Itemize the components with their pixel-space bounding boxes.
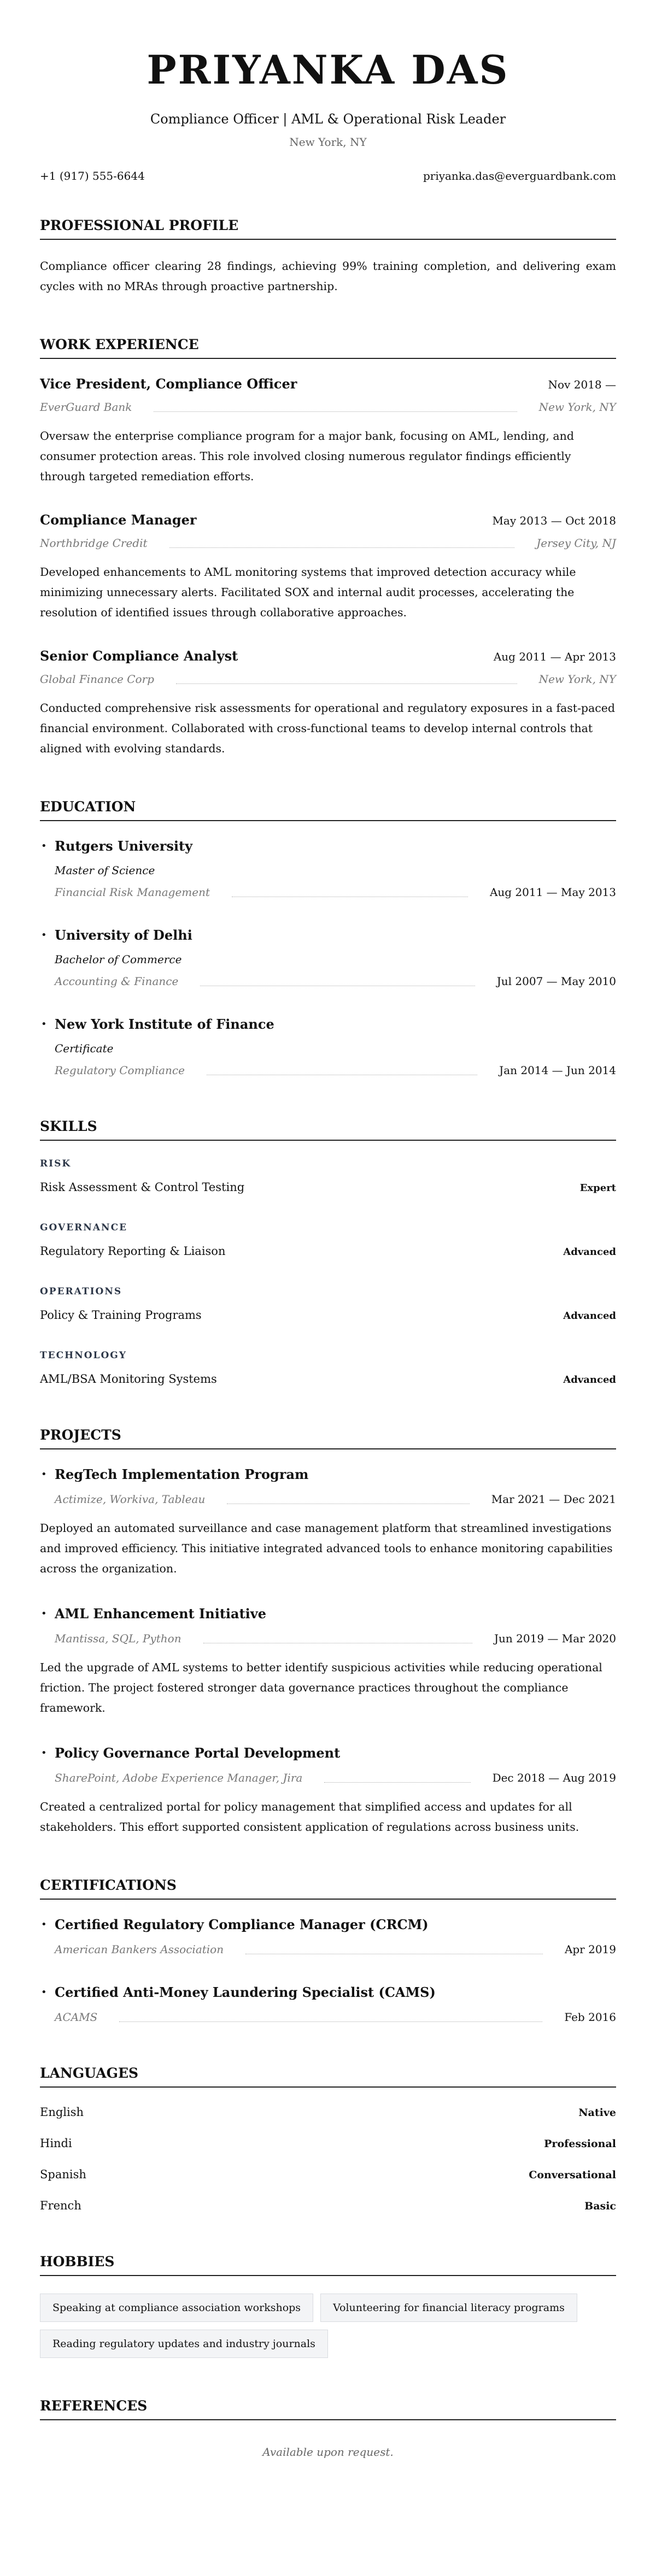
hobby-chip: Reading regulatory updates and industry journals bbox=[40, 2330, 328, 2358]
hobby-chip: Volunteering for financial literacy programs bbox=[320, 2294, 577, 2322]
section-hobbies bbox=[40, 2253, 616, 2358]
meta-row bbox=[40, 1770, 616, 1786]
company-name: EverGuard Bank bbox=[40, 400, 132, 414]
skill-category: OPERATIONS bbox=[40, 1286, 122, 1297]
school-name: Rutgers University bbox=[55, 838, 193, 854]
certification-name: Certified Anti-Money Laundering Specialist (CAMS) bbox=[55, 1984, 436, 2000]
meta-row bbox=[55, 973, 616, 989]
language-row bbox=[40, 2197, 616, 2214]
candidate-location: New York, NY bbox=[289, 135, 367, 149]
skill-row bbox=[40, 1179, 616, 1195]
skill-group bbox=[40, 1221, 616, 1259]
degree: Certificate bbox=[55, 1042, 114, 1055]
bullet-icon: • bbox=[41, 1018, 47, 1030]
certification-issuer: ACAMS bbox=[55, 2011, 98, 2024]
meta-row bbox=[40, 535, 616, 551]
education-dates: Aug 2011 — May 2013 bbox=[489, 886, 616, 899]
item-heading bbox=[40, 1016, 616, 1033]
email-link[interactable]: priyanka.das@everguardbank.com bbox=[423, 169, 616, 182]
education-entry bbox=[40, 927, 616, 989]
job-location: Jersey City, NJ bbox=[536, 537, 616, 550]
job-dates: May 2013 — Oct 2018 bbox=[492, 514, 616, 527]
project-tech: SharePoint, Adobe Experience Manager, Jira bbox=[55, 1771, 303, 1784]
language-row bbox=[40, 2166, 616, 2183]
job-title: Vice President, Compliance Officer bbox=[40, 376, 297, 392]
job-heading bbox=[40, 511, 616, 529]
section-projects bbox=[40, 1426, 616, 1837]
hobby-chip: Speaking at compliance association workshops bbox=[40, 2294, 313, 2322]
language-level: Professional bbox=[544, 2138, 616, 2150]
project-entry bbox=[40, 1466, 616, 1579]
section-skills bbox=[40, 1118, 616, 1387]
education-entry bbox=[40, 1016, 616, 1078]
meta-row bbox=[40, 1491, 616, 1507]
job-heading bbox=[40, 375, 616, 393]
skill-group bbox=[40, 1157, 616, 1195]
candidate-headline: Compliance Officer | AML & Operational Risk Leader bbox=[150, 111, 506, 127]
certification-date: Feb 2016 bbox=[564, 2011, 616, 2024]
meta-row bbox=[40, 1630, 616, 1647]
job-description: Oversaw the enterprise compliance program for a major bank, focusing on AML, lending, and consumer protection areas. This role involved closing numerous regulator findings efficiently through targeted remediation efforts. bbox=[40, 429, 574, 483]
bullet-icon: • bbox=[41, 1986, 47, 1998]
field-of-study: Financial Risk Management bbox=[55, 886, 210, 899]
project-name: AML Enhancement Initiative bbox=[55, 1606, 267, 1622]
section-references bbox=[40, 2397, 616, 2460]
project-dates: Jun 2019 — Mar 2020 bbox=[494, 1632, 616, 1645]
education-entry bbox=[40, 838, 616, 900]
item-heading bbox=[40, 1466, 616, 1483]
project-name: RegTech Implementation Program bbox=[55, 1466, 309, 1482]
header bbox=[40, 46, 616, 184]
skill-row bbox=[40, 1307, 616, 1323]
meta-row bbox=[40, 2009, 616, 2025]
field-of-study: Regulatory Compliance bbox=[55, 1064, 185, 1077]
education-details bbox=[40, 952, 616, 989]
project-entry bbox=[40, 1744, 616, 1837]
language-name: French bbox=[40, 2199, 81, 2212]
bullet-icon: • bbox=[41, 1469, 47, 1480]
dotted-leader bbox=[176, 683, 517, 684]
language-level: Conversational bbox=[529, 2169, 616, 2181]
skill-name: Regulatory Reporting & Liaison bbox=[40, 1245, 226, 1258]
section-languages bbox=[40, 2065, 616, 2214]
bullet-icon: • bbox=[41, 1747, 47, 1759]
skill-level: Advanced bbox=[563, 1310, 616, 1322]
profile-summary: Compliance officer clearing 28 findings, achieving 99% training completion, and delivering exam cycles with no MRAs through proactive partnership. bbox=[40, 260, 616, 293]
field-of-study: Accounting & Finance bbox=[55, 975, 179, 988]
certification-date: Apr 2019 bbox=[564, 1943, 616, 1956]
skill-group bbox=[40, 1349, 616, 1387]
job-description: Developed enhancements to AML monitoring systems that improved detection accuracy while minimizing unnecessary alerts. Facilitated SOX and internal audit processes, accelerating the resolution of identified issues through collaborative approaches. bbox=[40, 565, 576, 619]
dotted-leader bbox=[324, 1782, 470, 1783]
education-dates: Jan 2014 — Jun 2014 bbox=[499, 1064, 616, 1077]
project-name: Policy Governance Portal Development bbox=[55, 1745, 341, 1761]
project-description: Led the upgrade of AML systems to better identify suspicious activities while reducing operational friction. The project fostered stronger data governance practices throughout the compliance framework. bbox=[40, 1661, 602, 1714]
skill-category: RISK bbox=[40, 1158, 72, 1169]
project-dates: Dec 2018 — Aug 2019 bbox=[492, 1771, 616, 1784]
skill-row bbox=[40, 1371, 616, 1387]
skill-level: Expert bbox=[579, 1182, 616, 1194]
school-name: New York Institute of Finance bbox=[55, 1016, 274, 1032]
language-name: Hindi bbox=[40, 2137, 72, 2150]
dotted-leader bbox=[119, 2021, 542, 2022]
meta-row bbox=[40, 671, 616, 687]
language-level: Basic bbox=[584, 2200, 616, 2212]
candidate-name: PRIYANKA DAS bbox=[147, 46, 509, 93]
meta-row bbox=[40, 1941, 616, 1958]
job-location: New York, NY bbox=[538, 400, 616, 414]
language-name: Spanish bbox=[40, 2168, 86, 2181]
section-education bbox=[40, 798, 616, 1078]
job-dates: Nov 2018 — bbox=[548, 378, 616, 391]
education-details bbox=[40, 1041, 616, 1078]
certification-name: Certified Regulatory Compliance Manager (CRCM) bbox=[55, 1917, 429, 1932]
project-dates: Mar 2021 — Dec 2021 bbox=[491, 1493, 616, 1506]
language-level: Native bbox=[578, 2107, 616, 2119]
item-heading bbox=[40, 927, 616, 944]
skill-category: TECHNOLOGY bbox=[40, 1350, 127, 1361]
certification-issuer: American Bankers Association bbox=[55, 1943, 224, 1956]
project-entry bbox=[40, 1605, 616, 1718]
item-heading bbox=[40, 838, 616, 855]
bullet-icon: • bbox=[41, 1919, 47, 1930]
section-title: PROJECTS bbox=[40, 1426, 616, 1449]
skill-category: GOVERNANCE bbox=[40, 1222, 128, 1233]
job-title: Senior Compliance Analyst bbox=[40, 648, 238, 664]
school-name: University of Delhi bbox=[55, 927, 192, 943]
skill-name: Risk Assessment & Control Testing bbox=[40, 1181, 245, 1194]
job-dates: Aug 2011 — Apr 2013 bbox=[493, 650, 616, 663]
skill-level: Advanced bbox=[563, 1246, 616, 1258]
company-name: Global Finance Corp bbox=[40, 673, 154, 686]
dotted-leader bbox=[169, 547, 515, 548]
bullet-icon: • bbox=[41, 929, 47, 941]
certification-entry bbox=[40, 1984, 616, 2025]
meta-row bbox=[55, 1062, 616, 1078]
section-title: WORK EXPERIENCE bbox=[40, 336, 616, 359]
job-description: Conducted comprehensive risk assessments for operational and regulatory exposures in a fast-paced financial environment. Collaborated with cross-functional teams to develop internal controls that aligned with evolving standards. bbox=[40, 702, 616, 755]
section-title: EDUCATION bbox=[40, 798, 616, 821]
skill-name: Policy & Training Programs bbox=[40, 1308, 202, 1322]
item-heading bbox=[40, 1916, 616, 1934]
bullet-icon: • bbox=[41, 840, 47, 852]
meta-row bbox=[55, 884, 616, 900]
project-description: Created a centralized portal for policy management that simplified access and updates for all stakeholders. This effort supported consistent application of regulations across business units. bbox=[40, 1800, 579, 1834]
section-title: PROFESSIONAL PROFILE bbox=[40, 217, 616, 240]
skill-name: AML/BSA Monitoring Systems bbox=[40, 1372, 217, 1386]
section-title: SKILLS bbox=[40, 1118, 616, 1141]
degree: Bachelor of Commerce bbox=[55, 953, 182, 966]
item-heading bbox=[40, 1744, 616, 1762]
certification-entry bbox=[40, 1916, 616, 1958]
item-heading bbox=[40, 1984, 616, 2001]
skill-group bbox=[40, 1285, 616, 1323]
job-location: New York, NY bbox=[538, 673, 616, 686]
section-title: CERTIFICATIONS bbox=[40, 1877, 616, 1900]
job-entry bbox=[40, 647, 616, 759]
language-row bbox=[40, 2104, 616, 2120]
education-dates: Jul 2007 — May 2010 bbox=[496, 975, 616, 988]
contact-row bbox=[40, 168, 616, 184]
dotted-leader bbox=[154, 411, 517, 412]
section-experience bbox=[40, 336, 616, 759]
section-profile bbox=[40, 217, 616, 297]
job-heading bbox=[40, 647, 616, 665]
project-description: Deployed an automated surveillance and case management platform that streamlined investigations and improved efficiency. This initiative integrated advanced tools to enhance monitoring capabilities across the organization. bbox=[40, 1522, 613, 1575]
project-tech: Actimize, Workiva, Tableau bbox=[55, 1493, 206, 1506]
job-entry bbox=[40, 511, 616, 623]
job-entry bbox=[40, 375, 616, 487]
language-name: English bbox=[40, 2106, 84, 2119]
bullet-icon: • bbox=[41, 1608, 47, 1619]
item-heading bbox=[40, 1605, 616, 1623]
project-tech: Mantissa, SQL, Python bbox=[55, 1632, 181, 1645]
skill-row bbox=[40, 1243, 616, 1259]
language-row bbox=[40, 2135, 616, 2151]
skill-level: Advanced bbox=[563, 1374, 616, 1386]
section-title: HOBBIES bbox=[40, 2253, 616, 2276]
meta-row bbox=[40, 399, 616, 415]
section-title: REFERENCES bbox=[40, 2397, 616, 2420]
section-title: LANGUAGES bbox=[40, 2065, 616, 2088]
section-certifications bbox=[40, 1877, 616, 2025]
education-details bbox=[40, 863, 616, 900]
degree: Master of Science bbox=[55, 864, 155, 877]
job-title: Compliance Manager bbox=[40, 512, 197, 528]
phone-number[interactable]: +1 (917) 555-6644 bbox=[40, 169, 145, 182]
references-note: Available upon request. bbox=[262, 2445, 394, 2459]
company-name: Northbridge Credit bbox=[40, 537, 148, 550]
